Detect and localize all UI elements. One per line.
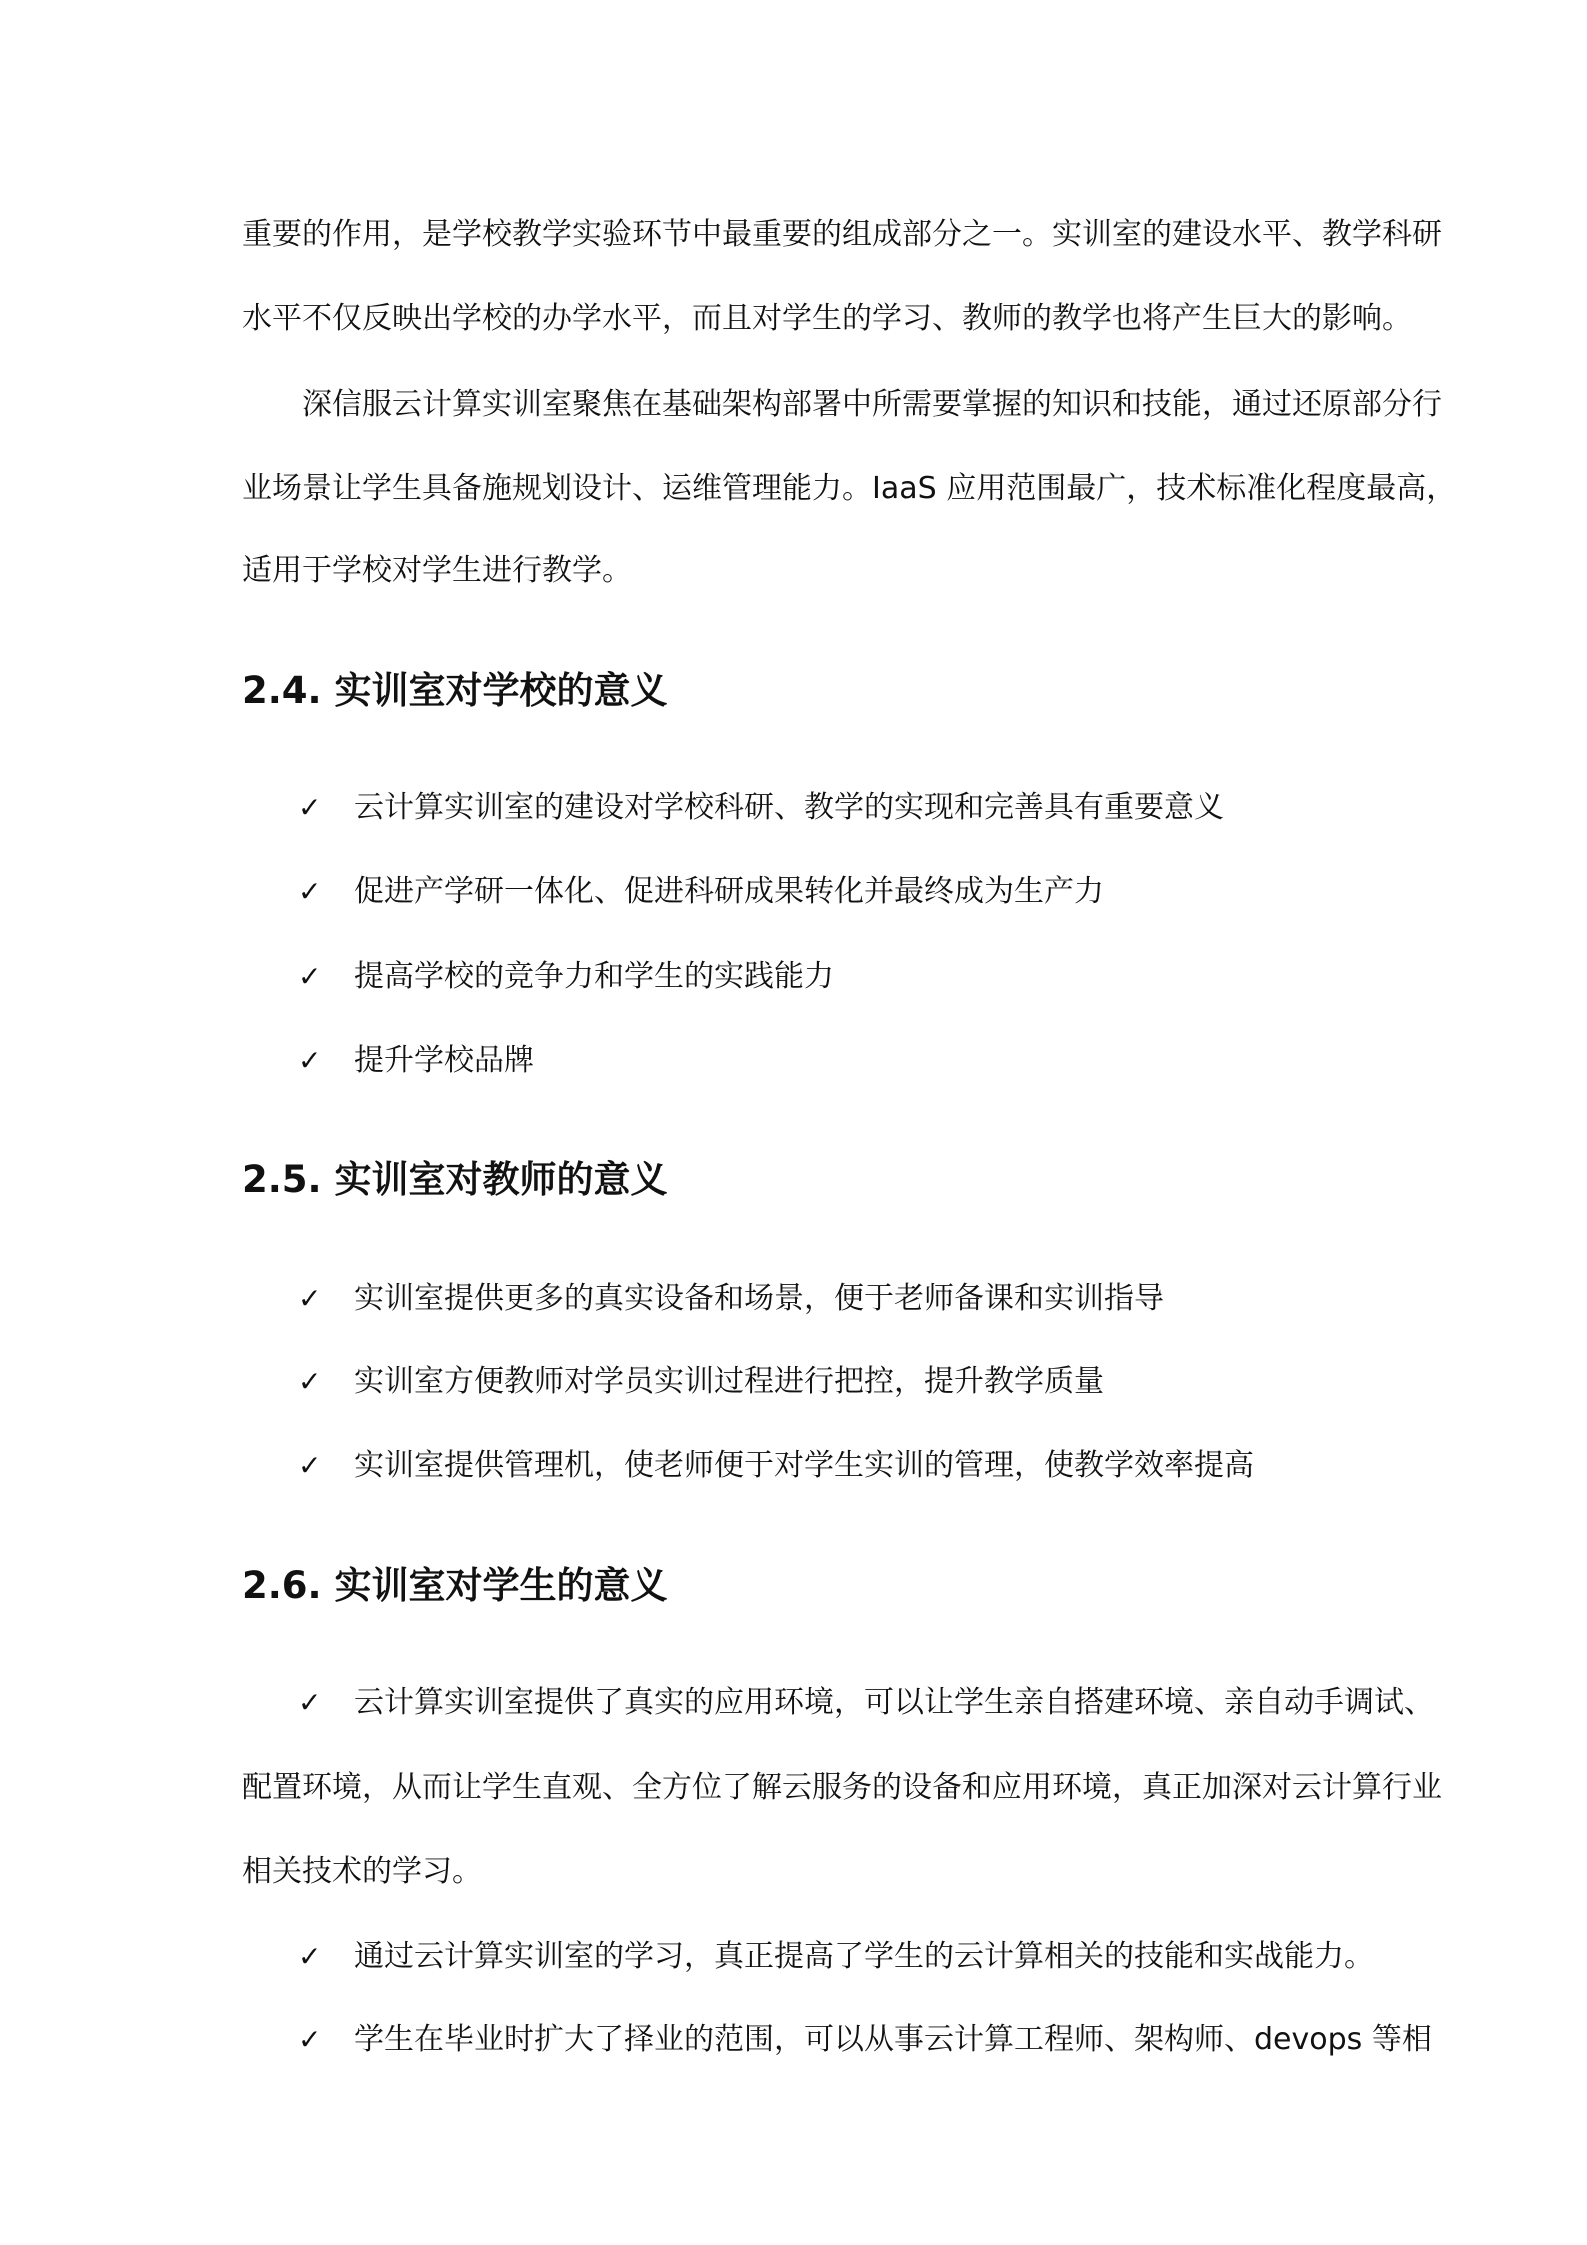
list-item-continuation: 相关技术的学习。	[242, 1854, 482, 1889]
check-icon: ✓	[298, 1940, 322, 1973]
list-item: 提升学校品牌	[354, 1043, 534, 1078]
list-item: 实训室提供更多的真实设备和场景，便于老师备课和实训指导	[354, 1281, 1164, 1316]
list-item-continuation: 配置环境，从而让学生直观、全方位了解云服务的设备和应用环境，真正加深对云计算行业	[242, 1770, 1442, 1805]
list-item: 实训室提供管理机，使老师便于对学生实训的管理，使教学效率提高	[354, 1448, 1254, 1483]
paragraph-line: 水平不仅反映出学校的办学水平，而且对学生的学习、教师的教学也将产生巨大的影响。	[242, 301, 1412, 336]
section-heading: 2.6. 实训室对学生的意义	[242, 1564, 668, 1607]
check-icon: ✓	[298, 960, 322, 993]
list-item: 实训室方便教师对学员实训过程进行把控，提升教学质量	[354, 1364, 1104, 1399]
list-item: 提高学校的竞争力和学生的实践能力	[354, 959, 834, 994]
check-icon: ✓	[298, 875, 322, 908]
check-icon: ✓	[298, 1686, 322, 1719]
paragraph-line: 重要的作用，是学校教学实验环节中最重要的组成部分之一。实训室的建设水平、教学科研	[242, 217, 1442, 252]
section-heading: 2.4. 实训室对学校的意义	[242, 669, 668, 712]
check-icon: ✓	[298, 2023, 322, 2056]
check-icon: ✓	[298, 791, 322, 824]
check-icon: ✓	[298, 1282, 322, 1315]
list-item: 促进产学研一体化、促进科研成果转化并最终成为生产力	[354, 874, 1104, 909]
check-icon: ✓	[298, 1449, 322, 1482]
paragraph-line: 业场景让学生具备施规划设计、运维管理能力。IaaS 应用范围最广，技术标准化程度最高，	[242, 471, 1457, 506]
check-icon: ✓	[298, 1044, 322, 1077]
list-item: 通过云计算实训室的学习，真正提高了学生的云计算相关的技能和实战能力。	[354, 1939, 1374, 1974]
section-heading: 2.5. 实训室对教师的意义	[242, 1158, 668, 1201]
list-item: 云计算实训室提供了真实的应用环境，可以让学生亲自搭建环境、亲自动手调试、	[354, 1685, 1434, 1720]
paragraph-line: 适用于学校对学生进行教学。	[242, 553, 632, 588]
check-icon: ✓	[298, 1365, 322, 1398]
list-item: 云计算实训室的建设对学校科研、教学的实现和完善具有重要意义	[354, 790, 1224, 825]
list-item: 学生在毕业时扩大了择业的范围，可以从事云计算工程师、架构师、devops 等相	[354, 2022, 1432, 2057]
paragraph-line: 深信服云计算实训室聚焦在基础架构部署中所需要掌握的知识和技能，通过还原部分行	[302, 387, 1442, 422]
